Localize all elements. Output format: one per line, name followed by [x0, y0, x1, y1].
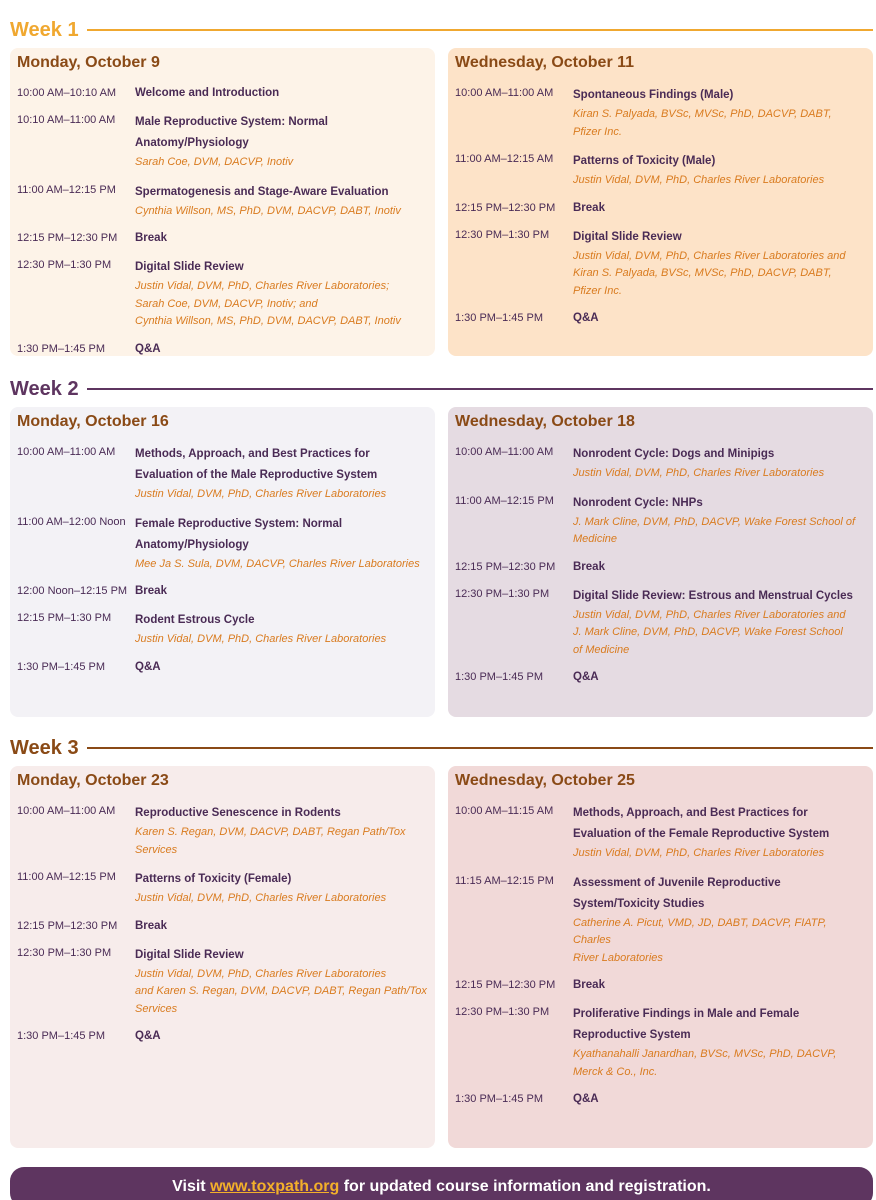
session-speaker: Justin Vidal, DVM, PhD, Charles River Laboratories — [135, 967, 387, 980]
week-1-section — [10, 18, 873, 356]
day-card-monday-oct-23 — [10, 766, 435, 1148]
session-time: 1:30 PM–1:45 PM — [455, 312, 544, 324]
session-info — [135, 869, 427, 908]
session-info — [573, 200, 865, 217]
session-row — [17, 1028, 427, 1045]
session-speaker: Sarah Coe, DVM, DACVP, Inotiv; and — [135, 297, 318, 310]
session-time: 10:10 AM–11:00 AM — [17, 114, 116, 126]
session-speaker: Justin Vidal, DVM, PhD, Charles River Laboratories — [135, 892, 387, 904]
session-title: Spermatogenesis and Stage-Aware Evaluation — [135, 185, 389, 198]
session-row — [455, 559, 865, 576]
session-time: 10:00 AM–11:15 AM — [455, 805, 554, 817]
session-time: 12:15 PM–12:30 PM — [17, 232, 118, 244]
session-time: 11:00 AM–12:15 AM — [455, 153, 554, 165]
session-title: Break — [573, 560, 605, 573]
day-title: Wednesday, October 11 — [455, 54, 635, 71]
session-time: 1:30 PM–1:45 PM — [17, 660, 106, 673]
session-row — [455, 227, 865, 301]
week-3-section — [10, 736, 873, 1148]
week-divider — [87, 29, 873, 31]
session-title: Patterns of Toxicity (Female) — [135, 873, 292, 885]
session-title: Nonrodent Cycle: Dogs and Minipigs — [573, 448, 775, 460]
session-row — [17, 341, 427, 358]
session-time: 12:30 PM–1:30 PM — [455, 228, 550, 241]
session-info — [135, 514, 427, 574]
session-info — [573, 873, 865, 968]
session-title: Methods, Approach, and Best Practices for Evaluation of the Female Reproductive System — [573, 807, 830, 840]
day-title: Monday, October 9 — [17, 54, 160, 71]
week-divider — [87, 388, 873, 390]
session-row — [17, 514, 427, 574]
session-info — [573, 559, 865, 576]
session-title: Digital Slide Review — [135, 261, 244, 273]
session-info — [573, 310, 865, 327]
session-title: Nonrodent Cycle: NHPs — [573, 496, 703, 509]
day-title: Wednesday, October 25 — [455, 772, 635, 789]
session-time: 12:15 PM–12:30 PM — [455, 979, 556, 991]
session-row — [455, 1091, 865, 1108]
session-row — [455, 493, 865, 549]
session-title: Methods, Approach, and Best Practices for Evaluation of the Male Reproductive System — [135, 448, 378, 481]
session-row — [17, 257, 427, 331]
session-row — [455, 444, 865, 483]
session-time: 1:30 PM–1:45 PM — [17, 342, 106, 355]
session-row — [455, 85, 865, 141]
week-2-section — [10, 377, 873, 717]
session-row — [455, 586, 865, 660]
session-speaker: Justin Vidal, DVM, PhD, Charles River Laboratories — [135, 488, 387, 500]
session-title: Male Reproductive System: Normal Anatomy/Physiology — [135, 116, 329, 149]
session-info — [573, 444, 865, 483]
week-title: Week 2 — [10, 377, 79, 400]
session-row — [455, 803, 865, 863]
session-title: Reproductive Senescence in Rodents — [135, 807, 341, 819]
footer-text-after: for updated course information and registration. — [339, 1178, 711, 1195]
session-info — [573, 803, 865, 863]
session-speaker: River Laboratories — [573, 951, 663, 964]
session-title: Female Reproductive System: Normal Anatomy/Physiology — [135, 517, 343, 551]
session-info — [135, 918, 427, 935]
session-info — [135, 583, 427, 600]
session-info — [135, 230, 427, 247]
toxpath-link[interactable]: www.toxpath.org — [210, 1178, 340, 1195]
session-title: Q&A — [135, 342, 161, 355]
session-row — [17, 583, 427, 600]
session-speaker: J. Mark Cline, DVM, PhD, DACVP, Wake Forest School — [573, 626, 843, 638]
session-time: 11:00 AM–12:15 PM — [455, 494, 554, 507]
session-title: Digital Slide Review — [573, 230, 682, 243]
session-info — [135, 257, 427, 331]
session-time: 11:00 AM–12:00 Noon — [17, 515, 126, 528]
session-time: 10:00 AM–11:00 AM — [17, 446, 116, 458]
session-title: Digital Slide Review — [135, 948, 244, 961]
session-row — [455, 1004, 865, 1081]
session-row — [17, 918, 427, 935]
session-speaker: Pfizer Inc. — [573, 284, 622, 297]
session-title: Welcome and Introduction — [135, 87, 280, 99]
session-speaker: Kiran S. Palyada, BVSc, MVSc, PhD, DACVP, DABT, — [573, 267, 832, 279]
day-card-wednesday-oct-25 — [448, 766, 873, 1148]
session-title: Rodent Estrous Cycle — [135, 614, 255, 626]
session-time: 12:30 PM–1:30 PM — [17, 259, 112, 271]
session-speaker: Justin Vidal, DVM, PhD, Charles River Laboratories — [573, 467, 825, 479]
session-title: Patterns of Toxicity (Male) — [573, 155, 716, 167]
session-info — [573, 586, 865, 660]
session-title: Break — [573, 201, 605, 214]
session-speaker: Kyathanahalli Janardhan, BVSc, MVSc, PhD, DACVP, — [573, 1048, 837, 1060]
session-speaker: Cynthia Willson, MS, PhD, DVM, DACVP, DABT, Inotiv — [135, 315, 401, 327]
week-2-header — [10, 377, 873, 401]
session-row — [17, 230, 427, 247]
session-time: 12:30 PM–1:30 PM — [455, 587, 550, 600]
session-info — [135, 112, 427, 172]
session-info — [135, 182, 427, 221]
week-title: Week 3 — [10, 736, 79, 759]
session-info — [573, 977, 865, 994]
session-speaker: J. Mark Cline, DVM, PhD, DACVP, Wake Forest School of — [573, 515, 856, 528]
session-title: Q&A — [135, 660, 161, 673]
session-speaker: Justin Vidal, DVM, PhD, Charles River Laboratories — [135, 633, 387, 645]
session-time: 12:15 PM–12:30 PM — [17, 919, 118, 932]
session-time: 12:15 PM–12:30 PM — [455, 201, 556, 214]
day-card-monday-oct-9 — [10, 48, 435, 356]
session-row — [17, 112, 427, 172]
session-time: 11:00 AM–12:15 PM — [17, 183, 116, 196]
day-title: Monday, October 16 — [17, 413, 169, 430]
week-3-header — [10, 736, 873, 760]
session-row — [17, 182, 427, 221]
session-title: Q&A — [573, 312, 599, 324]
session-info — [135, 85, 427, 102]
session-row — [455, 151, 865, 190]
week-1-header — [10, 18, 873, 42]
session-row — [455, 977, 865, 994]
session-title: Break — [135, 232, 167, 244]
session-speaker: Services — [135, 1002, 178, 1015]
session-speaker: Merck & Co., Inc. — [573, 1065, 658, 1078]
session-title: Assessment of Juvenile Reproductive System/Toxicity Studies — [573, 876, 781, 910]
session-info — [135, 610, 427, 649]
session-title: Q&A — [135, 1030, 161, 1042]
session-row — [17, 659, 427, 676]
footer-banner — [10, 1167, 873, 1200]
session-title: Q&A — [573, 1093, 599, 1105]
day-title: Monday, October 23 — [17, 772, 169, 789]
session-row — [17, 945, 427, 1019]
session-title: Break — [135, 585, 167, 597]
day-card-monday-oct-16 — [10, 407, 435, 717]
session-info — [135, 444, 427, 504]
footer-text-before: Visit — [172, 1178, 211, 1195]
session-time: 10:00 AM–11:00 AM — [455, 446, 554, 458]
session-speaker: Pfizer Inc. — [573, 125, 622, 138]
session-title: Proliferative Findings in Male and Female Reproductive System — [573, 1008, 800, 1041]
session-row — [455, 669, 865, 686]
session-info — [573, 1004, 865, 1081]
session-time: 12:30 PM–1:30 PM — [455, 1006, 550, 1018]
day-card-wednesday-oct-11 — [448, 48, 873, 356]
week-divider — [87, 747, 873, 749]
session-speaker: Sarah Coe, DVM, DACVP, Inotiv — [135, 156, 294, 168]
session-row — [455, 873, 865, 968]
session-time: 1:30 PM–1:45 PM — [455, 671, 544, 683]
session-title: Digital Slide Review: Estrous and Menstrual Cycles — [573, 589, 853, 602]
session-speaker: Justin Vidal, DVM, PhD, Charles River Laboratories and — [573, 249, 846, 262]
session-speaker: Justin Vidal, DVM, PhD, Charles River Laboratories — [573, 174, 825, 186]
session-title: Spontaneous Findings (Male) — [573, 89, 734, 101]
session-info — [135, 1028, 427, 1045]
session-info — [135, 659, 427, 676]
session-row — [455, 200, 865, 217]
session-speaker: Karen S. Regan, DVM, DACVP, DABT, Regan Path/Tox — [135, 826, 406, 838]
session-speaker: of Medicine — [573, 643, 630, 656]
week-title: Week 1 — [10, 18, 79, 41]
session-time: 1:30 PM–1:45 PM — [17, 1030, 106, 1042]
session-time: 11:15 AM–12:15 PM — [455, 874, 554, 887]
session-speaker: Catherine A. Picut, VMD, JD, DABT, DACVP, FIATP, Charles — [573, 916, 827, 946]
session-time: 11:00 AM–12:15 PM — [17, 871, 116, 883]
session-info — [135, 341, 427, 358]
session-speaker: Justin Vidal, DVM, PhD, Charles River Laboratories; — [135, 280, 390, 292]
session-speaker: and Karen S. Regan, DVM, DACVP, DABT, Regan Path/Tox — [135, 985, 427, 997]
session-row — [17, 869, 427, 908]
session-title: Break — [135, 919, 167, 932]
session-speaker: Kiran S. Palyada, BVSc, MVSc, PhD, DACVP, DABT, — [573, 108, 832, 120]
session-info — [135, 803, 427, 859]
session-row — [17, 444, 427, 504]
session-speaker: Medicine — [573, 533, 618, 545]
session-title: Break — [573, 979, 605, 991]
session-speaker: Justin Vidal, DVM, PhD, Charles River Laboratories and — [573, 608, 846, 621]
session-row — [17, 85, 427, 102]
session-time: 10:00 AM–10:10 AM — [17, 87, 117, 99]
day-title: Wednesday, October 18 — [455, 413, 635, 430]
session-row — [455, 310, 865, 327]
session-row — [17, 610, 427, 649]
session-time: 10:00 AM–11:00 AM — [17, 805, 116, 817]
session-info — [573, 151, 865, 190]
session-info — [573, 227, 865, 301]
session-speaker: Mee Ja S. Sula, DVM, DACVP, Charles River Laboratories — [135, 557, 420, 570]
session-info — [573, 493, 865, 549]
session-info — [573, 85, 865, 141]
session-info — [573, 669, 865, 686]
session-time: 10:00 AM–11:00 AM — [455, 87, 554, 99]
session-title: Q&A — [573, 671, 599, 683]
session-time: 12:00 Noon–12:15 PM — [17, 585, 128, 597]
session-speaker: Justin Vidal, DVM, PhD, Charles River Laboratories — [573, 847, 825, 859]
session-info — [573, 1091, 865, 1108]
session-info — [135, 945, 427, 1019]
session-time: 1:30 PM–1:45 PM — [455, 1093, 544, 1105]
session-row — [17, 803, 427, 859]
day-card-wednesday-oct-18 — [448, 407, 873, 717]
session-speaker: Services — [135, 843, 178, 856]
session-time: 12:30 PM–1:30 PM — [17, 946, 112, 959]
session-time: 12:15 PM–12:30 PM — [455, 560, 556, 573]
session-time: 12:15 PM–1:30 PM — [17, 612, 112, 624]
session-speaker: Cynthia Willson, MS, PhD, DVM, DACVP, DABT, Inotiv — [135, 204, 401, 217]
